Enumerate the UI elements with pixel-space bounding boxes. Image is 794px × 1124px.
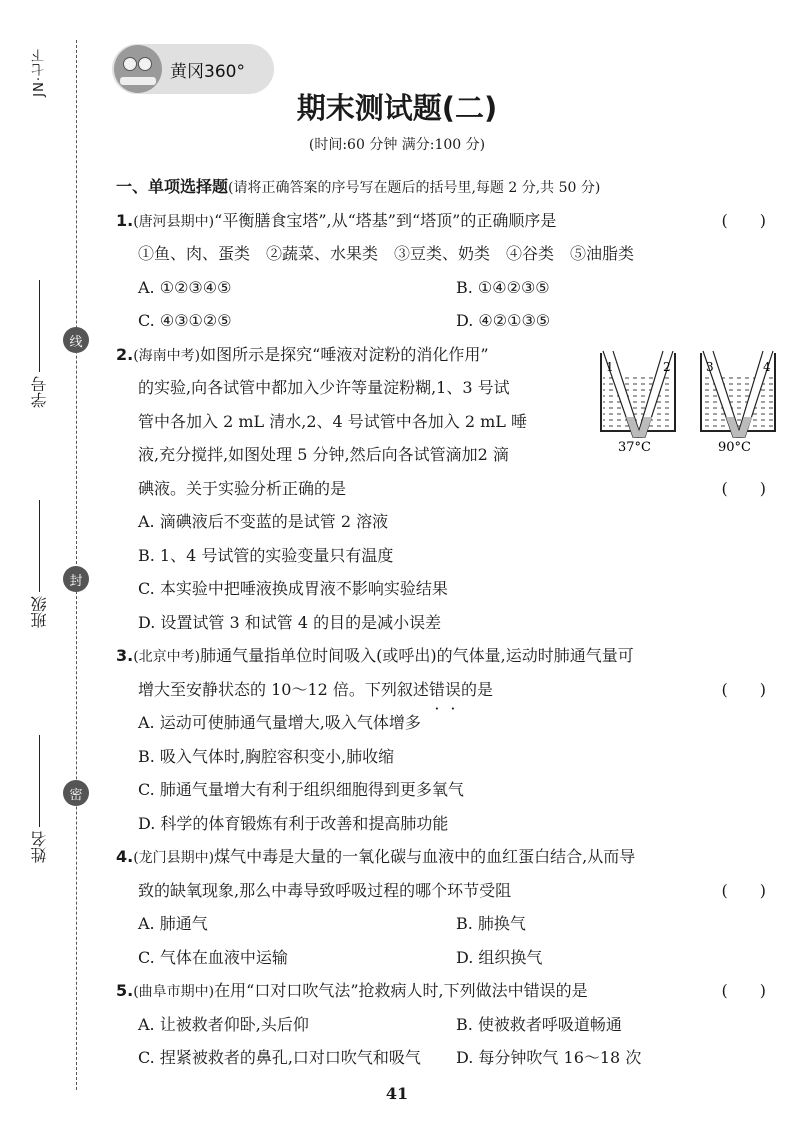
- q1-answer-blank[interactable]: ( ): [721, 210, 766, 230]
- seal-feng: 封: [63, 566, 89, 592]
- q1-option-b[interactable]: B. ①④②③⑤: [456, 277, 550, 297]
- q5-answer-blank[interactable]: ( ): [721, 981, 766, 1000]
- q3-option-a[interactable]: A. 运动可使肺通气量增大,吸入气体增多: [138, 713, 421, 732]
- q2-answer-blank[interactable]: ( ): [721, 478, 766, 498]
- q5-option-d[interactable]: D. 每分钟吹气 16～18 次: [456, 1048, 642, 1067]
- tube-label-2: 2: [663, 360, 671, 374]
- q4-option-c[interactable]: C. 气体在血液中运输: [138, 947, 288, 967]
- q2-option-a[interactable]: A. 滴碘液后不变蓝的是试管 2 溶液: [138, 512, 389, 531]
- q4-answer-blank[interactable]: ( ): [721, 880, 766, 900]
- tube-label-3: 3: [706, 360, 714, 374]
- student-number-field[interactable]: [28, 280, 51, 408]
- question-2: 2.(海南中考)如图所示是探究“唾液对淀粉的消化作用” 的实验,向各试管中都加入少许等量淀粉糊,1、3 号试 管中各加入 2 mL 清水,2、4 号试管中各加入 2 mL 唾 液,充分搅拌,如图处理 5 分钟,然后向各试管滴加2 滴 碘液。关于实验分析正确的是 ( ) A. 滴碘液后不变蓝的是试管 2 溶液 B. 1、4 号试管的实验变量只有温度 C. 本实验中把唾液换成胃液不影响实验结果 D. 设置试管 3 和试管 4 的目的是减小误差: [116, 338, 770, 640]
- q3-option-c[interactable]: C. 肺通气量增大有利于组织细胞得到更多氧气: [138, 780, 464, 799]
- name-field[interactable]: [28, 735, 51, 863]
- series-code: JN·七下: [32, 48, 47, 97]
- page-title: 期末测试题(二): [296, 91, 498, 125]
- seal-xian: 线: [63, 327, 89, 353]
- q3-answer-blank[interactable]: ( ): [721, 679, 766, 699]
- q5-option-c[interactable]: C. 捏紧被救者的鼻孔,口对口吹气和吸气: [138, 1048, 421, 1067]
- question-4: 4.(龙门县期中)煤气中毒是大量的一氧化碳与血液中的血红蛋白结合,从而导 致的缺氧现象,那么中毒导致呼吸过程的哪个环节受阻 ( ) A. 肺通气 B. 肺换气 C. 气体在血液中运输 D. 组织换气: [116, 840, 770, 974]
- q3-option-b[interactable]: B. 吸入气体时,胸腔容积变小,肺收缩: [138, 746, 395, 766]
- question-area: [116, 170, 770, 1075]
- question-5: 5.(曲阜市期中)在用“口对口吹气法”抢救病人时,下列做法中错误的是 ( ) A. 让被救者仰卧,头后仰 B. 使被救者呼吸道畅通 C. 捏紧被救者的鼻孔,口对口吹气和吸气 D. 每分钟吹气 16～18 次: [116, 974, 770, 1075]
- student-number-label: 学号: [30, 376, 49, 408]
- q4-option-d[interactable]: D. 组织换气: [456, 947, 543, 967]
- tube-label-1: 1: [606, 360, 614, 374]
- q2-option-b[interactable]: B. 1、4 号试管的实验变量只有温度: [138, 545, 394, 565]
- q2-option-c[interactable]: C. 本实验中把唾液换成胃液不影响实验结果: [138, 579, 448, 598]
- q1-stem: 1.(唐河县期中)“平衡膳食宝塔”,从“塔基”到“塔顶”的正确顺序是 ( ): [116, 204, 770, 238]
- q4-option-a[interactable]: A. 肺通气: [138, 914, 208, 933]
- student-number-line[interactable]: [40, 280, 41, 372]
- q2-option-d[interactable]: D. 设置试管 3 和试管 4 的目的是减小误差: [138, 612, 442, 632]
- q4-option-b[interactable]: B. 肺换气: [456, 914, 526, 933]
- q1-option-c[interactable]: C. ④③①②⑤: [138, 311, 232, 330]
- section-heading: 一、单项选择题(请将正确答案的序号写在题后的括号里,每题 2 分,共 50 分): [116, 177, 601, 196]
- q1-items: ①鱼、肉、蛋类 ②蔬菜、水果类 ③豆类、奶类 ④谷类 ⑤油脂类: [138, 244, 635, 263]
- name-line[interactable]: [40, 735, 41, 827]
- binding-dashed-line: [76, 40, 77, 1090]
- exam-info: (时间:60 分钟 满分:100 分): [308, 137, 486, 153]
- class-line[interactable]: [40, 500, 41, 592]
- temp-label-37: 37°C: [618, 440, 651, 455]
- q1-option-a[interactable]: A. ①②③④⑤: [138, 277, 232, 297]
- class-label: 班级: [30, 596, 49, 628]
- temp-label-90: 90°C: [718, 440, 751, 455]
- question-3: 3.(北京中考)肺通气量指单位时间吸入(或呼出)的气体量,运动时肺通气量可 增大至安静状态的 10～12 倍。下列叙述错误的是 ( ) A. 运动可使肺通气量增大,吸入气体增多 B. 吸入气体时,胸腔容积变小,肺收缩 C. 肺通气量增大有利于组织细胞得到更多氧气 D. 科学的体育锻炼有利于改善和提高肺功能: [116, 639, 770, 840]
- brand-name: 黄冈360°: [170, 61, 245, 82]
- seal-mi: 密: [63, 780, 89, 806]
- page-number: 41: [385, 1084, 409, 1103]
- question-1: [116, 204, 770, 338]
- class-field[interactable]: [28, 500, 51, 628]
- q1-option-d[interactable]: D. ④②①③⑤: [456, 311, 551, 330]
- q5-option-b[interactable]: B. 使被救者呼吸道畅通: [456, 1014, 622, 1034]
- q3-option-d[interactable]: D. 科学的体育锻炼有利于改善和提高肺功能: [138, 813, 449, 833]
- q5-option-a[interactable]: A. 让被救者仰卧,头后仰: [138, 1014, 309, 1034]
- tube-label-4: 4: [763, 360, 771, 374]
- name-label: 姓名: [30, 831, 49, 863]
